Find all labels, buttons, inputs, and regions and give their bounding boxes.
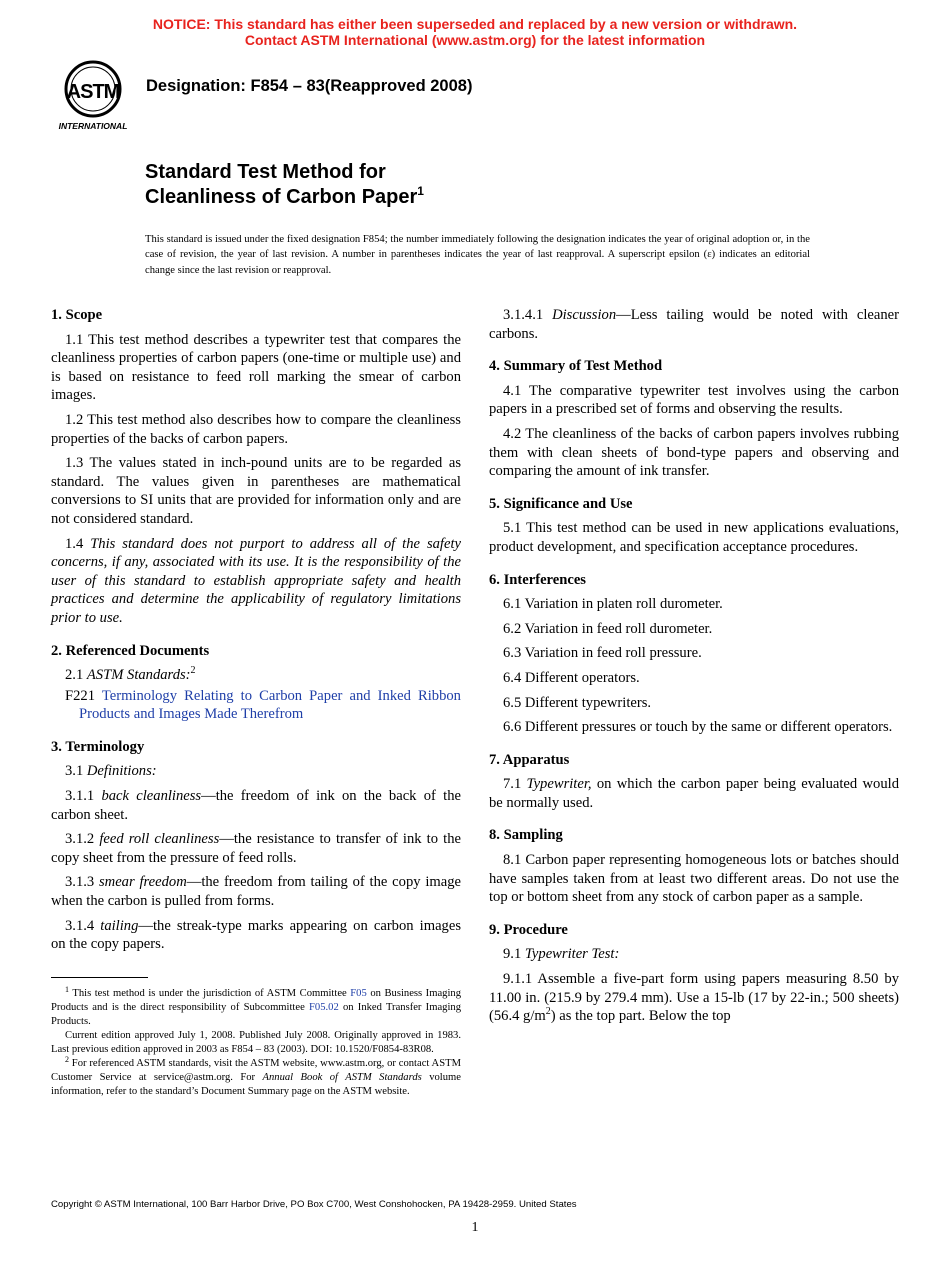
paragraph-4-1: 4.1 The comparative typewriter test involves using the carbon papers in a prescribed set of forms and observing the results. — [489, 382, 899, 418]
para-num: 1.4 — [65, 535, 91, 552]
page-number: 1 — [471, 1220, 479, 1235]
definition: —the streak-type marks appearing on carbon images on the copy papers. — [51, 917, 461, 953]
copyright: Copyright © ASTM International, 100 Barr Harbor Drive, PO Box C700, West Conshohocken, PA 19428-2959. United States — [51, 1199, 577, 1210]
reference-link[interactable]: Terminology Relating to Carbon Paper and Inked Ribbon Products and Images Made Therefrom — [79, 687, 461, 723]
paragraph-6-5: 6.5 Different typewriters. — [503, 694, 652, 711]
para-num: 9.1 — [503, 946, 525, 963]
text: This test method is under the jurisdiction of ASTM Committee — [69, 988, 351, 999]
reference-code: F221 — [65, 687, 102, 704]
definitions-label: Definitions: — [86, 763, 157, 780]
footnote-mark: 2 — [65, 1055, 69, 1064]
paragraph-3-1 — [51, 762, 461, 781]
definition-smear-freedom — [51, 873, 461, 910]
section-heading: 1. Scope — [51, 307, 103, 323]
left-column — [51, 306, 461, 968]
footnote-2 — [51, 1057, 461, 1099]
discussion-tailing — [489, 306, 899, 343]
footnote-mark: 1 — [65, 985, 69, 994]
section-heading: 9. Procedure — [489, 921, 568, 938]
definition-tailing — [51, 917, 461, 954]
text: on Business Imaging Products and is the direct responsibility of Subcommittee — [51, 988, 461, 1013]
title-line-2 — [145, 185, 424, 210]
withdrawal-notice — [0, 16, 950, 48]
term: feed roll cleanliness — [99, 831, 220, 848]
superscript: 2 — [545, 1006, 551, 1018]
section-sampling — [489, 826, 899, 906]
paragraph-6-1: 6.1 Variation in platen roll durometer. — [503, 596, 723, 613]
astm-standards-label: ASTM Standards: — [86, 667, 191, 684]
paragraph-8-1: 8.1 Carbon paper representing homogeneous lots or batches should have samples taken from at least two different areas. Do not use the top or bottom sheet from any stock of carbon paper as a sample. — [489, 852, 899, 906]
text: on Inked Transfer Imaging Products. — [51, 1002, 461, 1027]
para-num: 3.1.4 — [65, 917, 101, 934]
section-heading: 6. Interferences — [489, 571, 586, 588]
paragraph-6-6: 6.6 Different pressures or touch by the same or different operators. — [503, 719, 893, 736]
paragraph-1-4 — [51, 535, 461, 628]
document-title — [145, 160, 424, 210]
issuance-statement: This standard is issued under the fixed designation F854; the number immediately following the designation indicates the year of original adoption or, in the case of revision, the year of last revision. A number in parentheses indicates the year of last reapproval. A superscript epsilon (ε) indicates an editorial change since the last revision or reapproval. — [145, 234, 810, 276]
designation: Designation: F854 – 83(Reapproved 2008) — [146, 77, 473, 95]
reference-f221 — [65, 687, 461, 724]
text-italic: Annual Book of ASTM Standards — [262, 1072, 422, 1083]
section-apparatus — [489, 751, 899, 813]
text: on which the carbon paper being evaluated would be normally used. — [489, 776, 899, 811]
section-heading: 3. Terminology — [51, 738, 145, 755]
section-heading: 4. Summary of Test Method — [489, 358, 663, 375]
definition-feed-roll-cleanliness — [51, 830, 461, 867]
notice-line-1: NOTICE: This standard has either been superseded and replaced by a new version or withdrawn. — [152, 16, 798, 32]
paragraph-6-2: 6.2 Variation in feed roll durometer. — [503, 620, 713, 637]
paragraph-7-1 — [489, 775, 899, 812]
section-significance — [489, 495, 899, 557]
para-num: 3.1.1 — [65, 788, 102, 805]
safety-caveat: This standard does not purport to address all of the safety concerns, if any, associated with its use. It is the responsibility of the user of this standard to establish appropriate safety and health practices and determine the applicability of regulatory limitations prior to use. — [51, 535, 461, 626]
term: Typewriter Test: — [524, 946, 620, 963]
term: Discussion — [552, 307, 617, 323]
section-referenced-documents — [51, 642, 461, 724]
footnote-1-edition: Current edition approved July 1, 2008. Published July 2008. Originally approved in 1983. Last previous edition approved in 2003 as F854 – 83 (2003). DOI: 10.1520/F0854-83R08. — [51, 1030, 461, 1055]
title-line-2-text: Cleanliness of Carbon Paper — [145, 186, 418, 208]
definition: —Less tailing would be noted with cleaner carbons. — [489, 307, 900, 342]
section-terminology — [51, 738, 461, 954]
paragraph-4-2: 4.2 The cleanliness of the backs of carbon papers involves rubbing them with clean sheets of bond-type papers and observing and comparing the amount of ink transfer. — [489, 425, 899, 480]
term: smear freedom — [98, 874, 187, 891]
footnote-mark: 2 — [190, 665, 196, 677]
para-num: 2.1 — [65, 667, 87, 684]
para-num: 7.1 — [503, 776, 527, 793]
paragraph-6-3: 6.3 Variation in feed roll pressure. — [503, 645, 702, 662]
paragraph-5-1: 5.1 This test method can be used in new applications evaluations, product development, and specification acceptance procedures. — [489, 520, 899, 555]
paragraph-9-1 — [489, 945, 899, 964]
paragraph-2-1 — [51, 666, 461, 685]
paragraph-9-1-1 — [489, 970, 899, 1026]
paragraph-1-1: 1.1 This test method describes a typewriter test that compares the cleanliness properties of carbon papers (one-time or multiple use) and is based on resistance to feed roll marking the smear of carbon images. — [51, 331, 461, 404]
text: 9.1.1 Assemble a five-part form using papers measuring 8.50 by 11.00 in. (215.9 by 279.4 mm). Use a 15-lb (17 by 22-in.; 500 sheets) (56.4 g/m — [489, 971, 899, 1025]
definition: —the freedom from tailing of the copy image when the carbon is pulled from forms. — [51, 874, 461, 910]
paragraph-1-3: 1.3 The values stated in inch-pound units are to be regarded as standard. The values given in parentheses are mathematical conversions to SI units that are provided for information only and are not considered standard. — [51, 455, 461, 527]
section-summary — [489, 357, 899, 481]
term: Typewriter, — [526, 776, 592, 793]
section-heading: 5. Significance and Use — [489, 495, 633, 512]
para-num: 3.1.4.1 — [503, 307, 553, 323]
section-heading: 2. Referenced Documents — [51, 642, 210, 659]
section-procedure — [489, 921, 899, 1026]
title-line-1: Standard Test Method for — [145, 161, 386, 183]
logo-caption: INTERNATIONAL — [58, 121, 128, 131]
right-column — [489, 306, 899, 1040]
section-scope — [51, 306, 461, 628]
term: tailing — [100, 917, 139, 934]
subcommittee-link[interactable]: F05.02 — [309, 1002, 339, 1013]
section-heading: 8. Sampling — [489, 827, 563, 844]
logo-letters: ASTM — [66, 81, 120, 103]
paragraph-3-1-4-1 — [489, 306, 899, 343]
text: ) as the top part. Below the top — [550, 1008, 731, 1025]
para-num: 3.1.2 — [65, 831, 100, 848]
text: volume information, refer to the standard’s Document Summary page on the ASTM website. — [51, 1072, 461, 1097]
definition-back-cleanliness — [51, 787, 461, 824]
paragraph-1-2: 1.2 This test method also describes how to compare the cleanliness properties of the backs of carbon papers. — [51, 411, 461, 447]
section-interferences — [489, 571, 899, 737]
paragraph-6-4: 6.4 Different operators. — [503, 669, 640, 686]
title-footnote-mark: 1 — [417, 184, 424, 198]
term: back cleanliness — [101, 788, 202, 805]
committee-link[interactable]: F05 — [350, 988, 367, 999]
notice-line-2: Contact ASTM International (www.astm.org) for the latest information — [244, 32, 706, 48]
footnotes — [51, 987, 461, 1099]
section-heading: 7. Apparatus — [489, 751, 570, 768]
footnote-1 — [51, 987, 461, 1029]
footnote-rule — [51, 977, 148, 978]
text: For referenced ASTM standards, visit the ASTM website, www.astm.org, or contact ASTM Customer Service at service@astm.org. For — [51, 1058, 461, 1083]
para-num: 3.1.3 — [65, 874, 99, 891]
astm-logo — [52, 58, 134, 132]
definition: —the resistance to transfer of ink to the copy sheet from the pressure of feed rolls. — [51, 831, 461, 866]
para-num: 3.1 — [65, 763, 87, 780]
definition: —the freedom of ink on the back of the carbon sheet. — [51, 788, 461, 823]
